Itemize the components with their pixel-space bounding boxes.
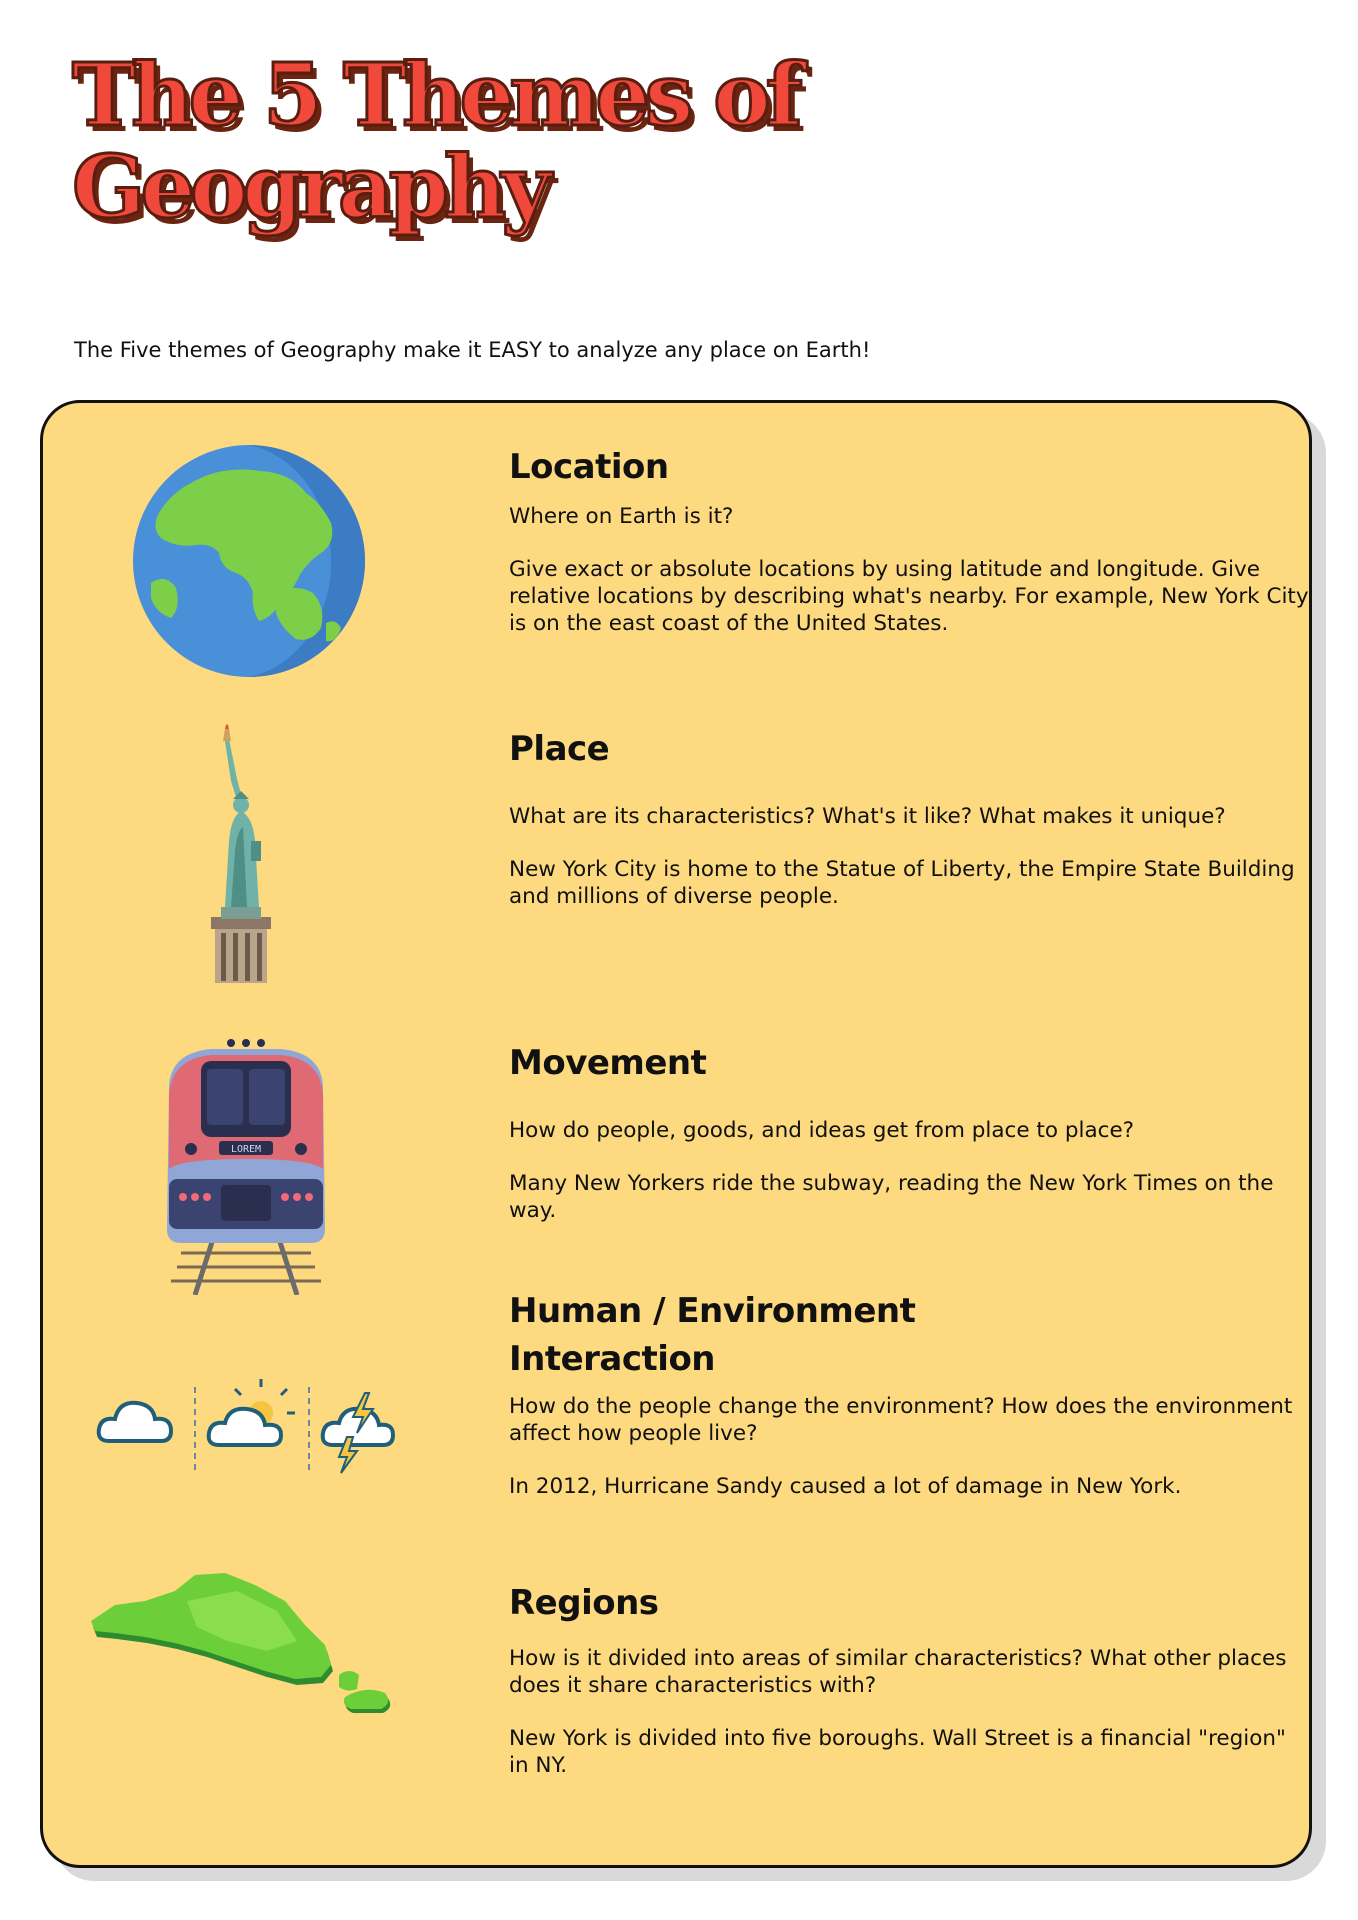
- cloud-icon: [99, 1403, 171, 1441]
- train-icon: [161, 1039, 331, 1295]
- theme-question: Where on Earth is it?: [509, 504, 734, 529]
- theme-question: What are its characteristics? What's it like? What makes it unique?: [509, 804, 1226, 829]
- title-line-2: Geography: [72, 137, 547, 238]
- theme-description: New York is divided into five boroughs. Wall Street is a financial "region" in NY.: [509, 1726, 1286, 1778]
- themes-card: [40, 400, 1312, 1868]
- theme-title: Human / Environment Interaction: [509, 1291, 916, 1379]
- island-map-icon: [87, 1571, 417, 1721]
- theme-description: New York City is home to the Statue of Liberty, the Empire State Building and millions of diverse people.: [509, 857, 1295, 909]
- theme-description: Many New Yorkers ride the subway, reading the New York Times on the way.: [509, 1171, 1274, 1223]
- theme-question: How is it divided into areas of similar characteristics? What other places does it share characteristics with?: [509, 1646, 1287, 1698]
- theme-regions: [509, 1579, 1309, 1779]
- train-plate-text: LOREM: [230, 1144, 262, 1155]
- theme-description: In 2012, Hurricane Sandy caused a lot of damage in New York.: [509, 1474, 1182, 1499]
- storm-icon: [323, 1393, 393, 1473]
- weather-icons: [95, 1377, 395, 1477]
- theme-title: Regions: [509, 1583, 659, 1623]
- globe-icon: [131, 443, 367, 679]
- theme-human-environment-body: [509, 1393, 1309, 1500]
- subtitle: The Five themes of Geography make it EASY to analyze any place on Earth!: [74, 338, 871, 362]
- partly-sunny-icon: [209, 1379, 295, 1445]
- theme-title: Place: [509, 729, 610, 769]
- theme-question: How do people, goods, and ideas get from place to place?: [509, 1118, 1135, 1143]
- theme-location: [509, 443, 1309, 637]
- statue-of-liberty-icon: [201, 721, 281, 983]
- theme-title: Movement: [509, 1043, 707, 1083]
- theme-movement: [509, 1039, 1309, 1224]
- title-line-1: The 5 Themes of: [72, 45, 798, 146]
- theme-title: Location: [509, 447, 669, 487]
- page-title: [72, 45, 798, 238]
- theme-question: How do the people change the environment? How does the environment affect how people live?: [509, 1394, 1293, 1446]
- theme-place: [509, 725, 1309, 910]
- theme-description: Give exact or absolute locations by using latitude and longitude. Give relative locations by describing what's nearby. For example, New York City is on the east coast of the United States.: [509, 557, 1309, 636]
- theme-human-environment: [509, 1287, 929, 1383]
